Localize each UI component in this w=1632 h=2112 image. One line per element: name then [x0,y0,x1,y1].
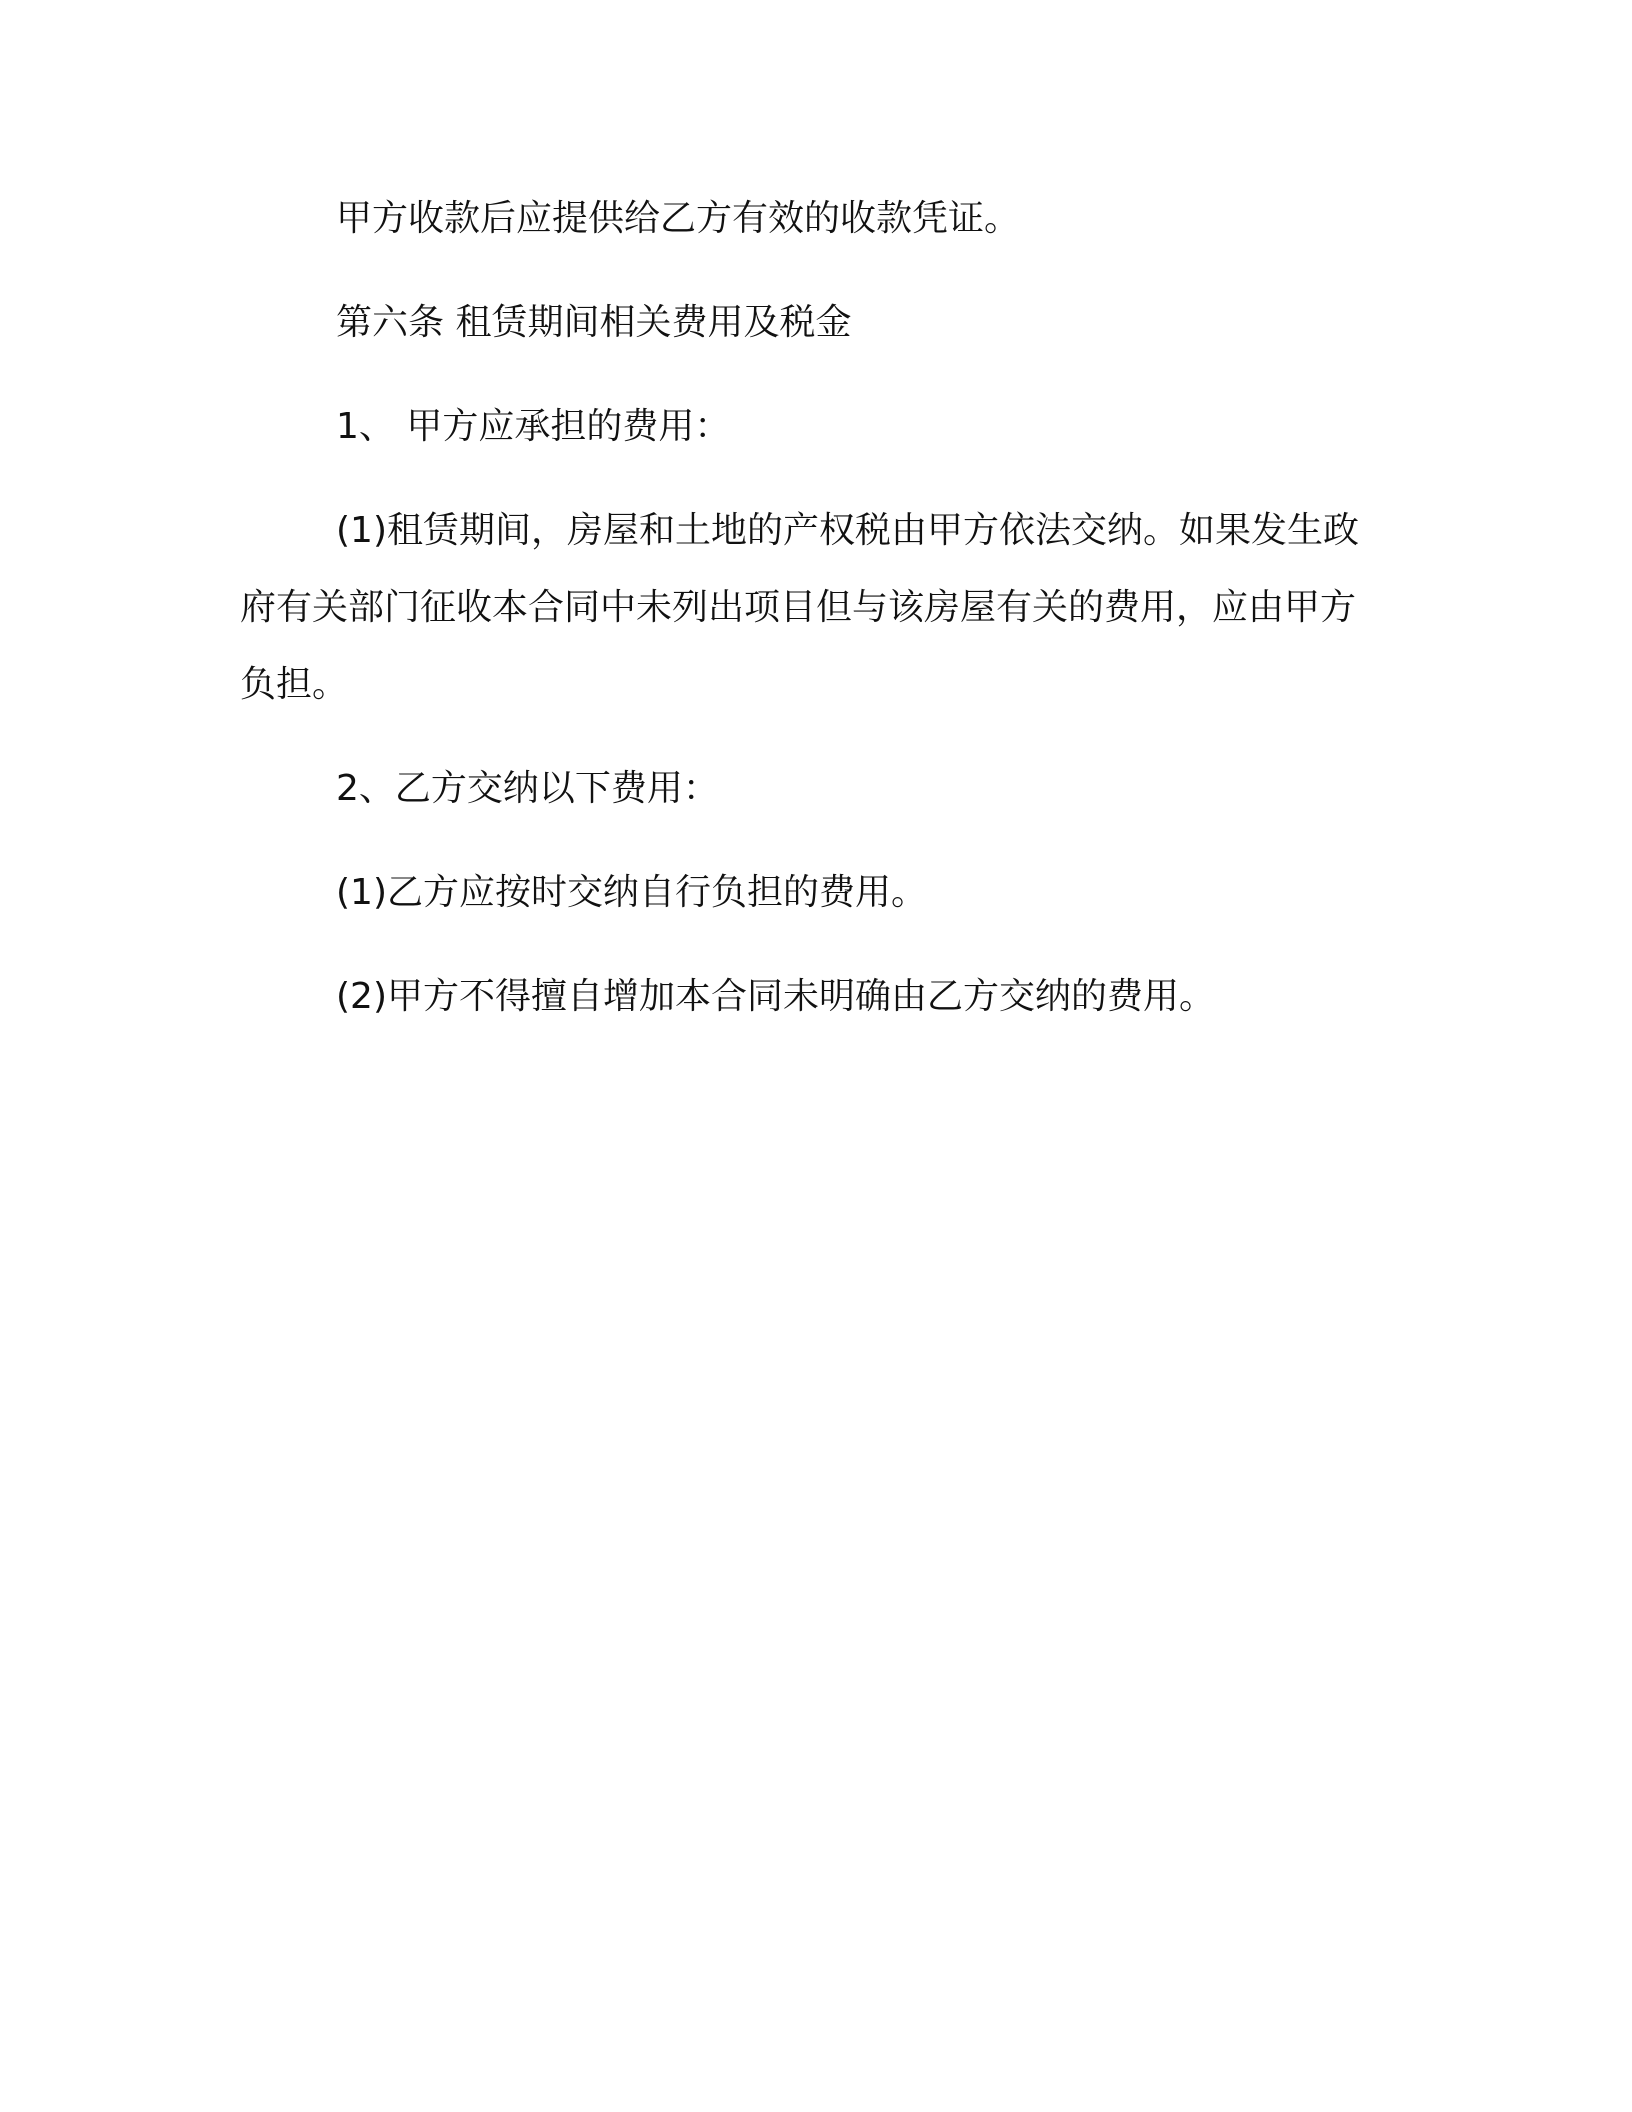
paragraph-party-b-fees-heading: 2、乙方交纳以下费用： [336,768,719,809]
paragraph-party-a-fee-item-1: (1)租赁期间，房屋和土地的产权税由甲方依法交纳。如果发生政府有关部门征收本合同中未列出项目但与该房屋有关的费用，应由甲方负担。 [240,510,1359,705]
document-body [240,180,1390,1062]
paragraph-party-b-fee-item-1: (1)乙方应按时交纳自行负担的费用。 [336,872,927,913]
paragraph-party-a-fees-heading: 1、 甲方应承担的费用： [336,406,731,447]
paragraph-party-b-fee-item-2: (2)甲方不得擅自增加本合同未明确由乙方交纳的费用。 [336,976,1215,1017]
paragraph-article-six-heading: 第六条 租赁期间相关费用及税金 [336,302,852,343]
paragraph-receipt: 甲方收款后应提供给乙方有效的收款凭证。 [336,198,1021,239]
